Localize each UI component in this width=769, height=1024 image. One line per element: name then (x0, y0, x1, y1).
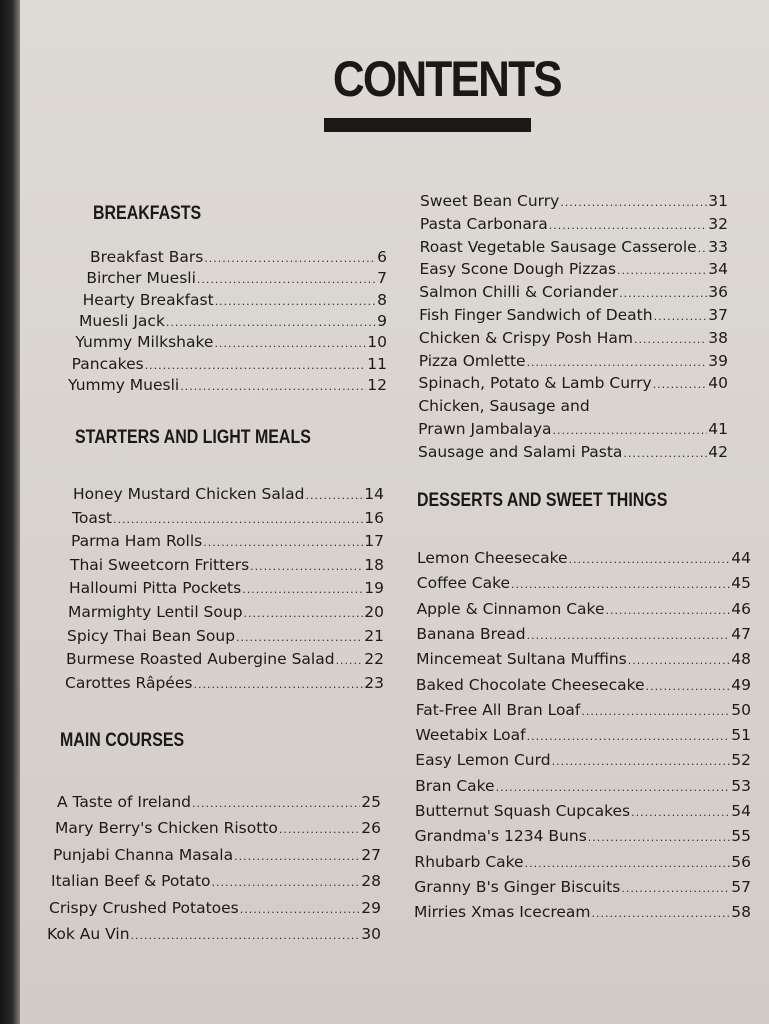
toc-entry (419, 305, 728, 327)
toc-entry-name: Lemon Cheesecake (417, 549, 568, 567)
toc-entry (47, 924, 381, 946)
toc-entry (419, 328, 728, 350)
toc-entry-name: Parma Ham Rolls (71, 532, 203, 551)
toc-entry-page-number: 8 (377, 290, 387, 309)
dot-leader (145, 356, 367, 376)
toc-entry (416, 725, 752, 747)
dot-leader (525, 854, 731, 874)
toc-entry-page-number: 23 (364, 673, 384, 692)
dot-leader (279, 820, 360, 840)
toc-entry-name: Coffee Cake (416, 574, 511, 593)
toc-entry (66, 649, 384, 671)
section-heading-starters: STARTERS AND LIGHT MEALS (75, 427, 311, 448)
dot-leader (569, 550, 731, 570)
toc-entry (417, 573, 751, 595)
toc-entry (68, 602, 384, 624)
toc-entry-page-number: 31 (708, 192, 728, 210)
toc-entry-name: Halloumi Pitta Pockets (69, 579, 242, 598)
toc-entry-page-number: 14 (364, 485, 384, 503)
toc-entry-page-number: 56 (731, 852, 751, 871)
toc-entry-name: A Taste of Ireland (57, 793, 192, 811)
dot-leader (653, 375, 708, 395)
toc-entry-page-number: 53 (731, 776, 751, 795)
toc-entry-page-number: 52 (731, 751, 751, 770)
toc-entry-page-number: 46 (731, 599, 751, 618)
toc-entry (86, 268, 387, 290)
toc-entry-name: Fat-Free All Bran Loaf (415, 700, 581, 719)
toc-entry (70, 555, 384, 577)
toc-entry-name: Rhubarb Cake (414, 852, 524, 871)
dot-leader (240, 900, 361, 920)
toc-entry (419, 259, 728, 281)
toc-entry-page-number: 55 (731, 827, 751, 846)
toc-entry-page-number: 36 (708, 283, 728, 302)
section-heading-main-courses: MAIN COURSES (60, 730, 185, 751)
toc-entry-name: Apple & Cinnamon Cake (416, 599, 605, 618)
toc-entry (420, 214, 728, 236)
toc-entry-page-number: 20 (364, 603, 384, 621)
toc-entry (414, 852, 751, 874)
toc-entry-name: Butternut Squash Cupcakes (414, 802, 631, 820)
toc-entry-page-number: 51 (731, 726, 751, 745)
toc-entry-page-number: 50 (731, 700, 751, 719)
toc-entry-page-number: 18 (364, 555, 384, 574)
section-heading-desserts: DESSERTS AND SWEET THINGS (417, 490, 668, 511)
toc-entry-name: Bran Cake (415, 776, 495, 795)
toc-entry-page-number: 10 (367, 333, 387, 352)
dot-leader (553, 421, 708, 441)
toc-entry-page-number: 22 (364, 650, 384, 669)
toc-entry (419, 351, 728, 373)
toc-entry (79, 311, 387, 333)
dot-leader (527, 626, 731, 646)
dot-leader (527, 353, 708, 373)
toc-entry (415, 801, 751, 823)
toc-entry (73, 484, 384, 506)
toc-entry-page-number: 16 (364, 508, 384, 527)
toc-entry (53, 845, 381, 867)
toc-entry-page-number: 6 (377, 248, 387, 266)
toc-entry-page-number: 42 (708, 442, 728, 461)
dot-leader (305, 486, 363, 506)
toc-entry (419, 282, 728, 304)
toc-entry-page-number: 39 (708, 351, 728, 370)
toc-entry-page-number: 44 (731, 549, 751, 567)
toc-entry-page-number: 26 (361, 819, 381, 838)
toc-entry (416, 649, 751, 671)
dot-leader (193, 675, 363, 695)
toc-entry (420, 237, 728, 259)
toc-entry-page-number: 57 (731, 877, 751, 896)
section-heading-breakfasts: BREAKFASTS (93, 203, 202, 224)
toc-entry (415, 750, 751, 772)
toc-entry-page-number: 38 (708, 328, 728, 347)
toc-entry (418, 442, 728, 464)
toc-entry-page-number: 12 (367, 375, 387, 394)
dot-leader (654, 307, 708, 327)
toc-entry-name: Spinach, Potato & Lamb Curry (418, 374, 652, 393)
toc-entry-name: Marmighty Lentil Soup (68, 603, 243, 621)
dot-leader (203, 533, 363, 553)
toc-entry (69, 578, 384, 600)
toc-entry-name: Crispy Crushed Potatoes (49, 898, 239, 917)
toc-entry-name: Hearty Breakfast (82, 290, 214, 309)
toc-entry (416, 624, 751, 646)
dot-leader (628, 651, 731, 671)
toc-entry (72, 508, 384, 530)
toc-entry (55, 818, 381, 840)
toc-entry (416, 700, 751, 722)
book-binding-edge (0, 0, 22, 1024)
dot-leader (131, 926, 361, 946)
toc-entry (420, 191, 728, 213)
dot-leader (166, 313, 376, 333)
toc-entry-page-number: 37 (708, 306, 728, 324)
toc-entry (417, 599, 751, 621)
toc-entry (57, 792, 381, 814)
toc-entry (71, 531, 384, 553)
toc-entry (419, 373, 728, 395)
dot-leader (236, 628, 363, 648)
toc-entry (90, 247, 387, 269)
toc-entry-name: Pasta Carbonara (419, 214, 548, 233)
toc-entry-name: Spicy Thai Bean Soup (67, 626, 236, 645)
dot-leader (623, 444, 707, 464)
toc-entry-name: Weetabix Loaf (415, 726, 526, 745)
dot-leader (631, 803, 730, 823)
toc-entry (415, 776, 751, 798)
toc-entry-name: Mincemeat Sultana Muffins (416, 650, 627, 669)
toc-entry-name: Sweet Bean Curry (420, 192, 560, 210)
title-underline-bar (324, 118, 531, 132)
toc-entry (414, 902, 751, 924)
dot-leader (549, 216, 708, 236)
dot-leader (592, 904, 731, 924)
toc-entry-name: Banana Bread (416, 624, 526, 643)
toc-entry-name: Easy Lemon Curd (415, 751, 551, 770)
toc-entry (67, 626, 384, 648)
page-title: CONTENTS (332, 51, 561, 107)
toc-entry-name: Easy Scone Dough Pizzas (419, 260, 617, 279)
toc-entry-page-number: 40 (708, 374, 728, 393)
toc-entry (68, 375, 387, 397)
toc-entry-name-line1: Chicken, Sausage and (418, 397, 590, 416)
dot-leader (204, 249, 376, 269)
toc-entry (51, 871, 381, 893)
toc-entry-name: Yummy Milkshake (75, 333, 214, 352)
toc-entry-name: Carottes Râpées (65, 673, 193, 692)
toc-entry-name: Granny B's Ginger Biscuits (414, 877, 621, 896)
toc-entry-name: Toast (72, 508, 112, 527)
dot-leader (619, 284, 707, 304)
toc-entry (72, 354, 387, 376)
toc-entry-page-number: 32 (708, 214, 728, 233)
toc-entry-page-number: 29 (361, 898, 381, 917)
toc-entry-name: Pizza Omlette (418, 351, 526, 370)
toc-entry-page-number: 47 (731, 624, 751, 643)
dot-leader (588, 828, 730, 848)
dot-leader (646, 677, 731, 697)
toc-entry (417, 548, 751, 570)
toc-entry-page-number: 41 (708, 420, 728, 438)
toc-entry-name: Muesli Jack (79, 311, 165, 330)
toc-entry-name: Honey Mustard Chicken Salad (73, 485, 305, 503)
toc-entry-name: Breakfast Bars (90, 248, 204, 266)
dot-leader (113, 510, 363, 530)
dot-leader (214, 334, 366, 354)
toc-entry-page-number: 48 (731, 650, 751, 669)
dot-leader (496, 778, 731, 798)
toc-entry (83, 290, 387, 312)
toc-entry-page-number: 21 (364, 626, 384, 645)
toc-entry-page-number: 45 (731, 574, 751, 593)
dot-leader (197, 270, 376, 290)
toc-entry-page-number: 33 (708, 237, 728, 256)
toc-entry-page-number: 30 (361, 925, 381, 943)
toc-entry-name: Mary Berry's Chicken Risotto (55, 819, 278, 838)
dot-leader (552, 752, 731, 772)
toc-entry (65, 673, 384, 695)
toc-entry-name: Pancakes (71, 354, 144, 373)
dot-leader (511, 575, 730, 595)
toc-entry-name: Mirries Xmas Icecream (414, 903, 591, 922)
toc-entry-page-number: 7 (377, 269, 387, 288)
toc-entry-page-number: 11 (367, 354, 387, 373)
dot-leader (244, 604, 364, 624)
dot-leader (527, 727, 731, 747)
toc-entry-name: Punjabi Channa Masala (53, 845, 234, 864)
toc-entry-name: Roast Vegetable Sausage Casserole (419, 237, 697, 256)
toc-entry-page-number: 34 (708, 260, 728, 279)
toc-entry (75, 332, 387, 354)
dot-leader (617, 261, 707, 281)
toc-entry-name: Italian Beef & Potato (51, 872, 211, 891)
dot-leader (250, 557, 363, 577)
dot-leader (581, 702, 730, 722)
toc-entry-page-number: 58 (731, 903, 751, 922)
toc-entry-name: Prawn Jambalaya (418, 420, 552, 438)
toc-entry-name: Baked Chocolate Cheesecake (415, 675, 645, 694)
toc-entry (415, 826, 751, 848)
toc-entry-name: Kok Au Vin (47, 925, 130, 943)
dot-leader (336, 651, 364, 671)
dot-leader (212, 873, 361, 893)
toc-entry-name: Grandma's 1234 Buns (414, 827, 587, 846)
toc-entry-name: Fish Finger Sandwich of Death (419, 306, 653, 324)
dot-leader (215, 292, 376, 312)
dot-leader (234, 847, 360, 867)
toc-entry-name: Thai Sweetcorn Fritters (70, 555, 250, 574)
toc-entry-name: Sausage and Salami Pasta (418, 442, 623, 461)
toc-entry-name: Salmon Chilli & Coriander (419, 283, 619, 302)
dot-leader (606, 601, 731, 621)
dot-leader (242, 580, 363, 600)
toc-entry-name: Yummy Muesli (68, 375, 180, 394)
toc-entry-page-number: 28 (361, 872, 381, 891)
dot-leader (180, 377, 366, 397)
toc-entry-page-number: 19 (364, 579, 384, 598)
dot-leader (192, 794, 360, 814)
dot-leader (621, 879, 730, 899)
toc-entry (49, 898, 381, 920)
toc-entry-page-number: 49 (731, 675, 751, 694)
toc-entry-page-number: 17 (364, 532, 384, 551)
dot-leader (698, 239, 708, 259)
contents-page (20, 0, 769, 1024)
dot-leader (634, 330, 707, 350)
toc-entry (418, 419, 728, 441)
toc-entry-name: Chicken & Crispy Posh Ham (418, 328, 633, 347)
toc-entry-page-number: 25 (361, 793, 381, 811)
toc-entry-name: Bircher Muesli (86, 269, 196, 288)
toc-entry-name: Burmese Roasted Aubergine Salad (66, 650, 335, 669)
dot-leader (560, 193, 707, 213)
toc-entry (414, 877, 751, 899)
toc-entry-page-number: 54 (731, 802, 751, 820)
toc-entry-page-number: 9 (377, 311, 387, 330)
toc-entry-page-number: 27 (361, 845, 381, 864)
toc-entry (416, 675, 751, 697)
